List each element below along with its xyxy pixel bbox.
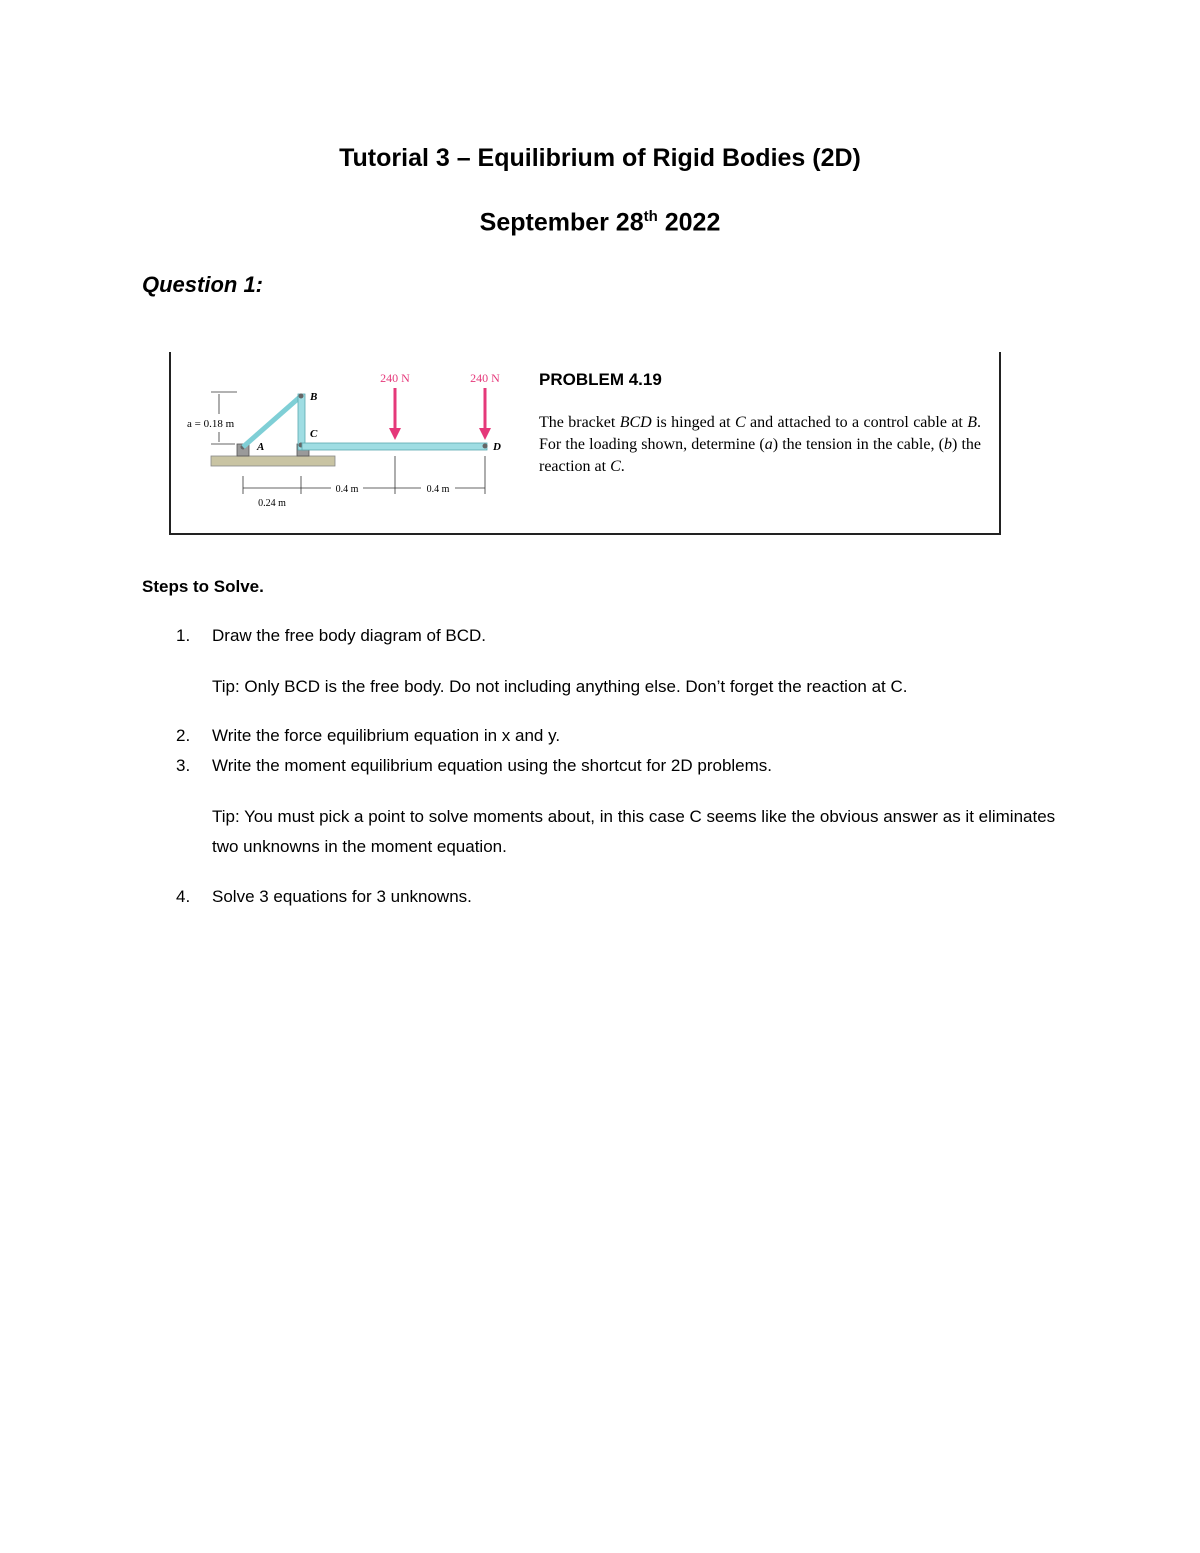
dim-label-04-first: 0.4 m	[335, 484, 359, 495]
problem-text-italic: a	[764, 436, 773, 453]
dim-label-024: 0.24 m	[258, 498, 286, 509]
load-arrowhead-right	[479, 428, 491, 440]
problem-text-part: ) the reaction at	[539, 436, 982, 475]
problem-text-italic: b	[943, 436, 952, 453]
bracket-figure	[171, 352, 511, 532]
pin-b	[299, 394, 304, 399]
bracket-horizontal-arm	[302, 443, 487, 450]
problem-text-part: is hinged at	[651, 414, 735, 431]
problem-statement	[539, 412, 981, 478]
problem-text-part: and attached to a control cable at	[745, 414, 968, 431]
problem-text-italic: C	[735, 414, 746, 431]
document-date	[0, 208, 1200, 237]
dim-label-04-second: 0.4 m	[426, 484, 450, 495]
question-label: Question 1:	[142, 272, 264, 297]
pin-d	[483, 444, 488, 449]
problem-text-part: The bracket	[539, 414, 620, 431]
problem-text-italic: BCD	[619, 414, 652, 431]
step-text: Solve 3 equations for 3 unknowns.	[212, 887, 472, 906]
step-item	[176, 756, 772, 776]
step-item	[176, 726, 560, 746]
step-number: 3.	[176, 756, 191, 775]
step-number: 4.	[176, 887, 191, 906]
step-item	[176, 887, 472, 907]
step-text: Write the force equilibrium equation in x and y.	[212, 726, 561, 745]
date-suffix: 2022	[657, 208, 721, 237]
step-text: Write the moment equilibrium equation using the shortcut for 2D problems.	[212, 756, 773, 775]
control-cable	[243, 396, 301, 447]
steps-heading: Steps to Solve.	[142, 577, 264, 596]
point-d-label: D	[493, 441, 501, 453]
problem-text-part: . For the loading shown, determine (	[539, 414, 982, 453]
step-number: 2.	[176, 726, 191, 745]
date-prefix: September 28	[479, 208, 644, 237]
ground-block	[211, 456, 335, 466]
problem-text-italic: C	[610, 458, 621, 475]
step-item	[176, 626, 486, 646]
document-title: Tutorial 3 – Equilibrium of Rigid Bodies (2D)	[339, 144, 861, 172]
point-b-label: B	[310, 391, 318, 403]
tip-text: Tip: Only BCD is the free body. Do not including anything else. Don’t forget the reaction at C.	[212, 677, 908, 696]
step-number: 1.	[176, 626, 191, 645]
tip-text: Tip: You must pick a point to solve moments about, in this case C seems like the obvious answer as it eliminates two unknowns in the moment equation.	[212, 807, 1056, 856]
problem-text-part: ) the tension in the cable, (	[772, 436, 944, 453]
problem-box	[169, 352, 1001, 535]
load-arrowhead-left	[389, 428, 401, 440]
load-label-left: 240 N	[380, 371, 410, 385]
date-superscript: th	[643, 208, 658, 225]
bracket-vertical-arm	[298, 394, 305, 450]
problem-text-italic: B	[967, 414, 978, 431]
problem-heading: PROBLEM 4.19	[539, 370, 662, 389]
point-a-label: A	[257, 441, 265, 453]
dim-a-label: a = 0.18 m	[187, 418, 235, 430]
step-text: Draw the free body diagram of BCD.	[212, 626, 487, 645]
problem-text-part: .	[620, 458, 625, 475]
load-label-right: 240 N	[470, 371, 500, 385]
point-c-label: C	[310, 428, 318, 440]
